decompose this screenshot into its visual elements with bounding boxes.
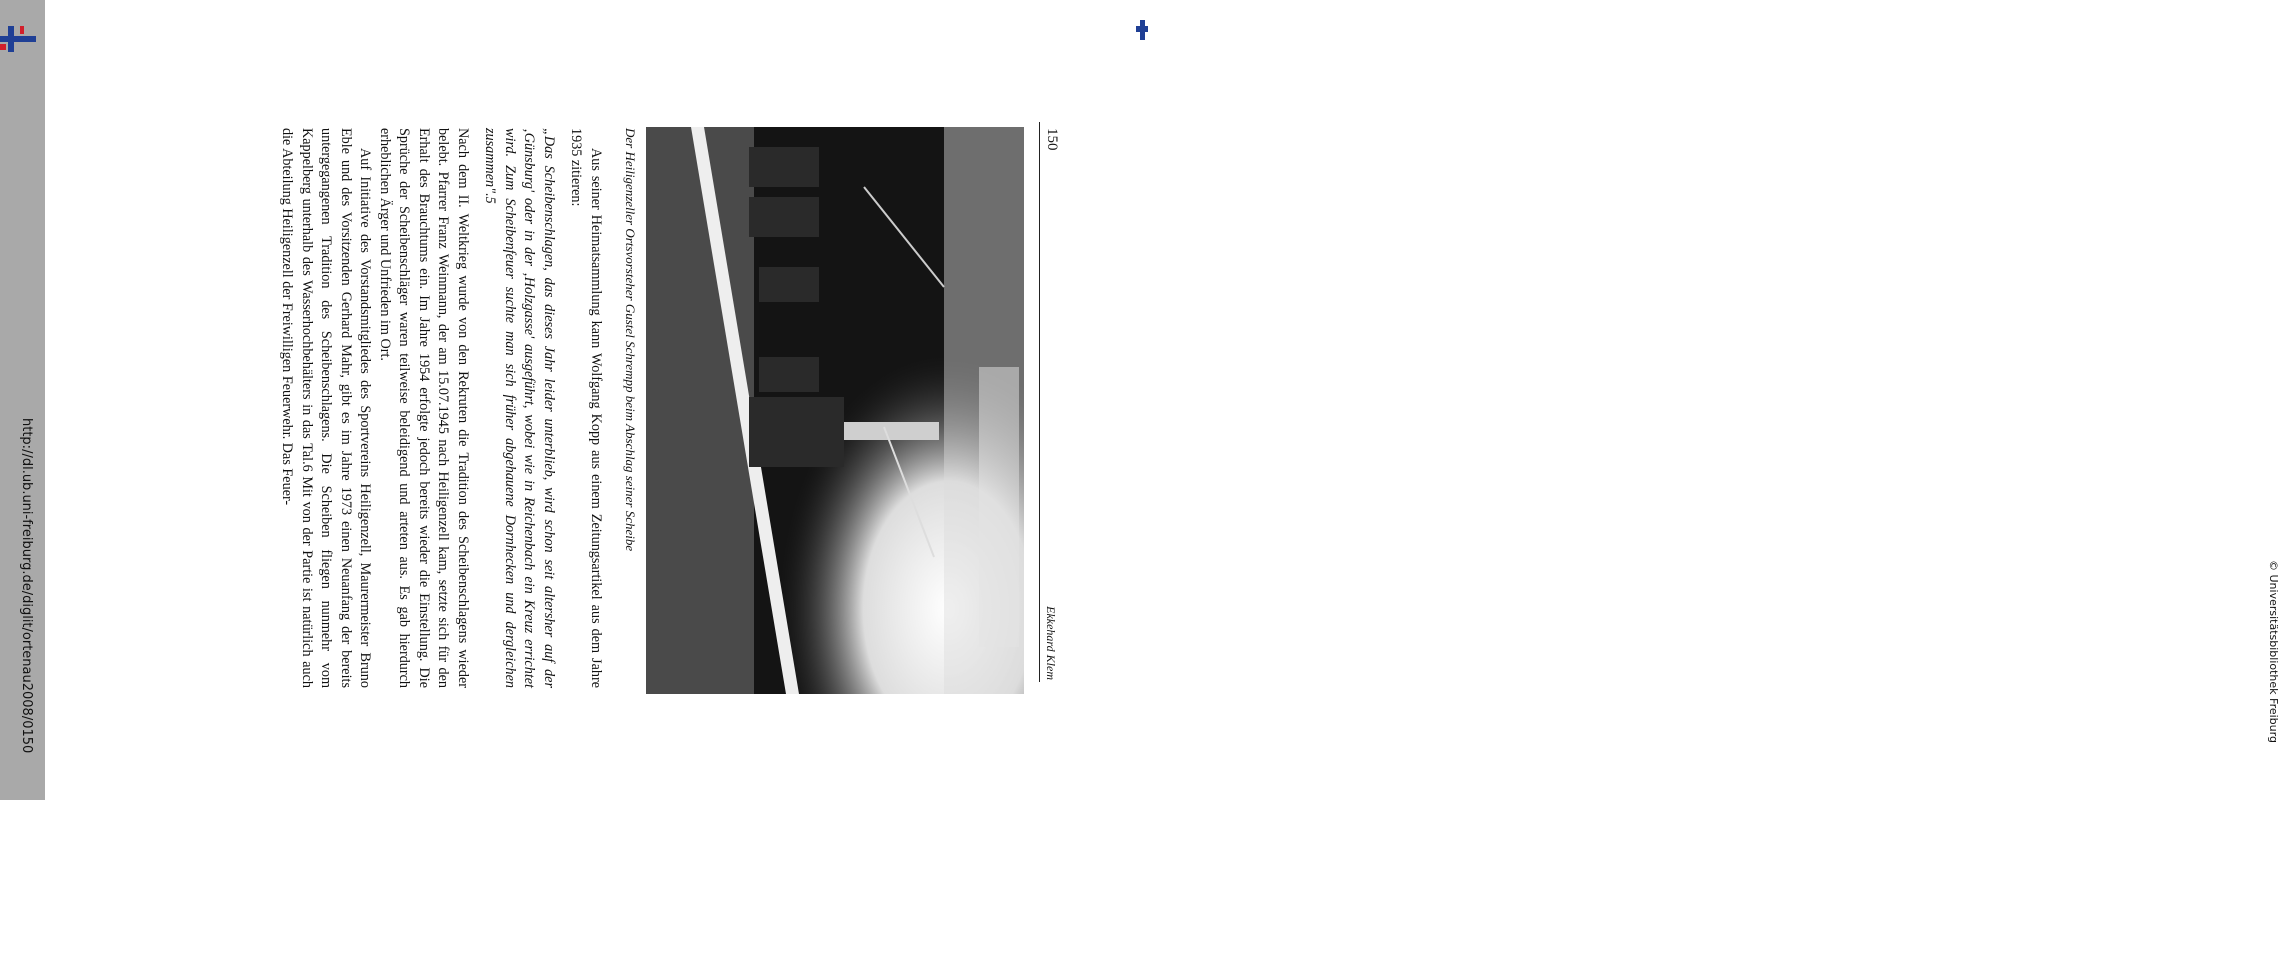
author-name: Ekkehard Klem <box>1044 606 1058 680</box>
running-head <box>1039 122 1060 682</box>
paragraph-2: Auf Initiative des Vorstandsmitgliedes des Sportvereins Heiligenzell, Maurermeister Bruno Eble und des Vorsitzenden Gerhard Mahr, gibt es im Jahre 1973 einen Neuanfang der bereits untergegangenen Tradition des Scheibenschlagens. Die Scheiben fliegen nunmehr vom Kappelberg unterhalb des Wasserhochbehälters in das Tal.6 Mit von der Partie ist natürlich auch die Abteilung Heiligenzell der Freiwilligen Feuerwehr. Das Feuer- <box>279 128 374 688</box>
url-strip <box>15 0 41 800</box>
university-logo-icon <box>1136 20 1148 40</box>
right-edge-strip <box>1132 0 2280 800</box>
article-body <box>277 128 605 688</box>
viewer-sidebar <box>0 0 45 800</box>
scheibenschlagen-photo <box>646 127 1024 694</box>
quotation: „Das Scheibenschlagen, das dieses Jahr leider unterblieb, wird schon seit altersher auf der ‚Günsburg' oder in der ‚Holzgasse' ausgeführt, wobei wie in Reichenbach ein Kreuz errichtet wird. Zum Scheibenfeuer suchte man sich früher abgehauene Dornhecken und dergleichen zusammen".5 <box>482 128 557 688</box>
photo-caption: Der Heiligenzeller Ortsvorsteher Gustel Schrempp beim Abschlag seiner Scheibe <box>623 128 638 552</box>
intro-paragraph: Aus seiner Heimatsammlung kann Wolfgang Kopp aus einem Zeitungsartikel aus dem Jahre 1935 zitieren: <box>568 128 604 688</box>
copyright-text <box>0 762 4 978</box>
right-copyright-text: © Universitätsbibliothek Freiburg <box>2267 560 2280 743</box>
scanned-page <box>100 122 1060 688</box>
page-number: 150 <box>1044 128 1060 151</box>
document-url[interactable]: http://dl.ub.uni-freiburg.de/diglit/ortenau2008/0150 <box>19 418 34 754</box>
paragraph-1: Nach dem II. Weltkrieg wurde von den Rekruten die Tradition des Scheibenschlagens wieder belebt. Pfarrer Franz Weinmann, der am 15.07.1945 nach Heiligenzell kam, setzte sich für den Erhalt des Brauchtums ein. Im Jahre 1954 erfolgte jedoch bereits wieder die Einstellung. Die Sprüche der Scheibenschläger waren teilweise beleidigend und arteten aus. Es gab hierdurch erheblichen Ärger und Unfrieden im Ort. <box>377 128 471 688</box>
